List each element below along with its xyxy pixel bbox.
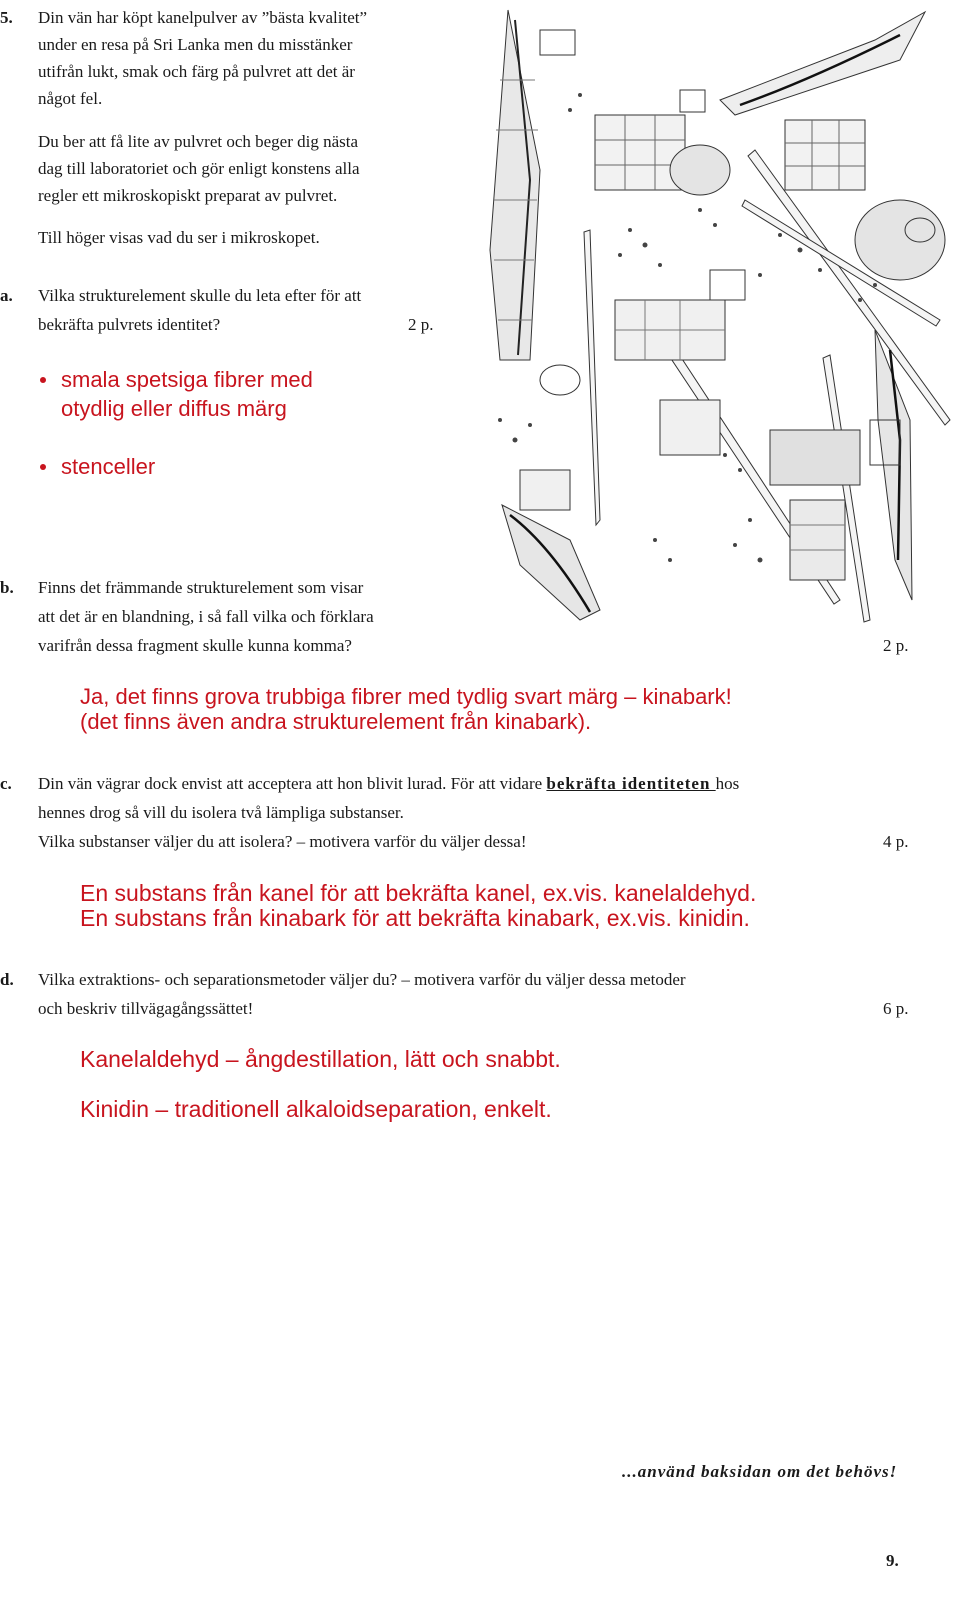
intro-line-2: under en resa på Sri Lanka men du misstänker: [38, 35, 353, 54]
answer-a-2: stenceller: [61, 454, 156, 479]
part-c-points: 4 p.: [883, 832, 909, 851]
page-number: 9.: [886, 1551, 899, 1570]
answer-a-1-line-2: otydlig eller diffus märg: [61, 396, 287, 421]
part-b-line-2: att det är en blandning, i så fall vilka och förklara: [38, 607, 374, 626]
microscope-illustration: [480, 0, 955, 640]
answer-d-2: Kinidin – traditionell alkaloidseparation, enkelt.: [80, 1096, 552, 1122]
part-d-label: d.: [0, 970, 14, 989]
intro2-line-3: regler ett mikroskopiskt preparat av pulvret.: [38, 186, 338, 205]
answer-d-1: Kanelaldehyd – ångdestillation, lätt och snabbt.: [80, 1046, 561, 1072]
part-c-label: c.: [0, 774, 12, 793]
part-c-line-3: Vilka substanser väljer du att isolera? – motivera varför du väljer dessa!: [38, 832, 527, 851]
part-b-label: b.: [0, 578, 14, 597]
part-a-label: a.: [0, 286, 13, 305]
part-d-line-1: Vilka extraktions- och separationsmetoder väljer du? – motivera varför du väljer dessa metoder: [38, 970, 686, 989]
footer-note: ...använd baksidan om det behövs!: [622, 1462, 898, 1481]
intro-line-1: Din vän har köpt kanelpulver av ”bästa kvalitet”: [38, 8, 368, 27]
part-b-line-1: Finns det främmande strukturelement som visar: [38, 578, 364, 597]
answer-b-line-2: (det finns även andra strukturelement från kinabark).: [80, 709, 592, 734]
answer-c-line-1: En substans från kanel för att bekräfta kanel, ex.vis. kanelaldehyd.: [80, 880, 757, 906]
part-a-line-1: Vilka strukturelement skulle du leta efter för att: [38, 286, 362, 305]
part-d-points: 6 p.: [883, 999, 909, 1018]
part-c-line-1-pre: Din vän vägrar dock envist att acceptera att hon blivit lurad. För att vidare: [38, 774, 547, 793]
bullet-icon: [40, 377, 46, 383]
answer-a-1-line-1: smala spetsiga fibrer med: [61, 367, 313, 392]
part-b-line-3: varifrån dessa fragment skulle kunna komma?: [38, 636, 352, 655]
part-d-line-2: och beskriv tillvägagångssättet!: [38, 999, 254, 1018]
answer-c-line-2: En substans från kinabark för att bekräfta kinabark, ex.vis. kinidin.: [80, 905, 750, 931]
answer-b-line-1: Ja, det finns grova trubbiga fibrer med tydlig svart märg – kinabark!: [80, 684, 732, 709]
intro2-line-2: dag till laboratoriet och gör enligt konstens alla: [38, 159, 360, 178]
part-c-emphasis: bekräfta identiteten: [546, 774, 716, 793]
intro2-line-1: Du ber att få lite av pulvret och beger dig nästa: [38, 132, 359, 151]
intro-line-3: utifrån lukt, smak och färg på pulvret att det är: [38, 62, 355, 81]
part-c-line-1: [38, 770, 739, 797]
part-b-points: 2 p.: [883, 636, 909, 655]
part-a-points: 2 p.: [408, 315, 434, 334]
part-c-line-1-post: hos: [715, 774, 740, 793]
part-c-line-2: hennes drog så vill du isolera två lämpliga substanser.: [38, 803, 404, 822]
bullet-icon: [40, 464, 46, 470]
part-a-line-2: bekräfta pulvrets identitet?: [38, 315, 221, 334]
intro-line-4: något fel.: [38, 89, 103, 108]
intro3-line: Till höger visas vad du ser i mikroskopet.: [38, 228, 320, 247]
question-number: 5.: [0, 8, 13, 27]
